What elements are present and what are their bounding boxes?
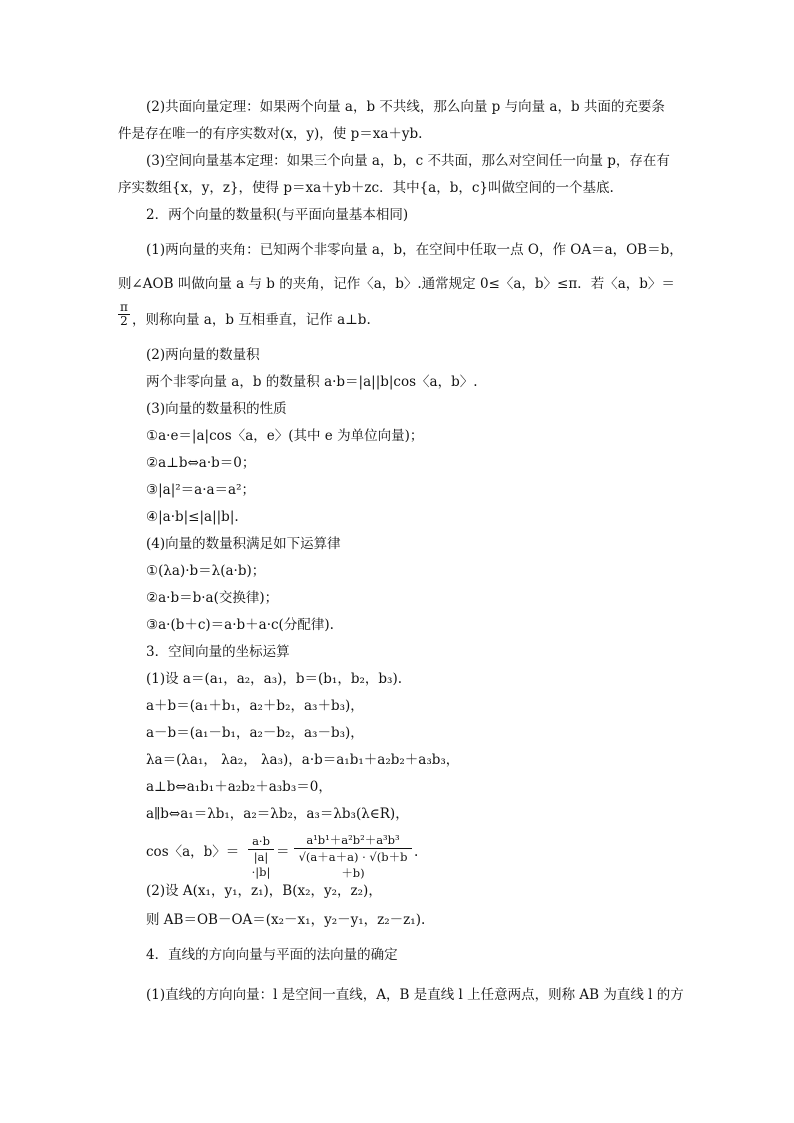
section-heading: 4．直线的方向向量与平面的法向量的确定 <box>146 947 398 963</box>
cos-prefix: cos〈a，b〉＝ <box>146 844 240 860</box>
text-line: 件是存在唯一的有序实数对(x，y)，使 p＝xa＋yb. <box>118 126 423 142</box>
text-line: ②a⊥b⇔a·b＝0； <box>146 455 256 471</box>
text-line: ②a·b＝b·a(交换律)； <box>146 590 279 606</box>
text-line: ，则称向量 a，b 互相垂直，记作 a⊥b. <box>132 312 371 328</box>
period: . <box>414 844 419 860</box>
fraction-numerator: a¹b¹＋a²b²＋a³b³ <box>294 832 412 849</box>
text-line: (2)设 A(x₁，y₁，z₁)，B(x₂，y₂，z₂)， <box>146 883 382 899</box>
fraction-numerator: π <box>118 301 130 315</box>
text-line: λa＝(λa₁， λa₂， λa₃)，a·b＝a₁b₁＋a₂b₂＋a₃b₃， <box>146 752 460 768</box>
text-line: 两个非零向量 a，b 的数量积 a·b＝|a||b|cos〈a，b〉. <box>146 374 478 390</box>
text-line: (1)设 a＝(a₁，a₂，a₃)，b＝(b₁，b₂，b₃). <box>146 671 403 687</box>
pi-over-2-fraction <box>118 301 130 328</box>
fraction-numerator: a·b <box>248 834 274 850</box>
fraction-denominator: |a|·|b| <box>251 850 271 879</box>
text-line: 则∠AOB 叫做向量 a 与 b 的夹角，记作〈a，b〉.通常规定 0≤〈a，b〉≤π．若〈a，b〉＝ <box>118 276 675 292</box>
text-line: (1)两向量的夹角：已知两个非零向量 a，b，在空间中任取一点 O，作 OA＝a，OB＝b， <box>146 242 683 258</box>
text-line: 序实数组{x，y，z}，使得 p＝xa＋yb＋zc．其中{a，b，c}叫做空间的一个基底. <box>118 180 614 196</box>
fraction-denominator: √(a＋a＋a) · √(b＋b＋b) <box>298 850 408 880</box>
equals-sign: ＝ <box>276 844 290 860</box>
text-line: (2)两向量的数量积 <box>146 347 260 363</box>
text-line: ③a·(b＋c)＝a·b＋a·c(分配律). <box>146 617 334 633</box>
text-line: (4)向量的数量积满足如下运算律 <box>146 536 341 552</box>
text-line: a∥b⇔a₁＝λb₁，a₂＝λb₂，a₃＝λb₃(λ∈R)， <box>146 806 409 822</box>
text-line: (1)直线的方向向量：l 是空间一直线，A，B 是直线 l 上任意两点，则称 AB 为直线 l 的方 <box>146 987 684 1003</box>
cos-fraction-2 <box>294 832 412 881</box>
text-line: 则 AB＝OB－OA＝(x₂－x₁，y₂－y₁，z₂－z₁). <box>146 912 426 928</box>
text-line: ①a·e＝|a|cos〈a，e〉(其中 e 为单位向量)； <box>146 428 424 444</box>
text-line: (2)共面向量定理：如果两个向量 a，b 不共线，那么向量 p 与向量 a，b 共面的充要条 <box>146 99 665 115</box>
text-line: (3)空间向量基本定理：如果三个向量 a，b，c 不共面，那么对空间任一向量 p，存在有 <box>146 153 670 169</box>
text-line: ①(λa)·b＝λ(a·b)； <box>146 563 266 579</box>
text-line: ③|a|²＝a·a＝a²； <box>146 482 256 498</box>
section-heading: 3．空间向量的坐标运算 <box>146 644 290 660</box>
text-line: a＋b＝(a₁＋b₁，a₂＋b₂，a₃＋b₃)， <box>146 698 364 714</box>
text-line: a－b＝(a₁－b₁，a₂－b₂，a₃－b₃)， <box>146 725 364 741</box>
text-line: (3)向量的数量积的性质 <box>146 401 287 417</box>
fraction-denominator: 2 <box>120 314 128 328</box>
text-line: a⊥b⇔a₁b₁＋a₂b₂＋a₃b₃＝0， <box>146 779 332 795</box>
section-heading: 2．两个向量的数量积(与平面向量基本相同) <box>146 207 409 223</box>
cos-fraction-1 <box>248 834 274 880</box>
text-line: ④|a·b|≤|a||b|. <box>146 509 239 525</box>
